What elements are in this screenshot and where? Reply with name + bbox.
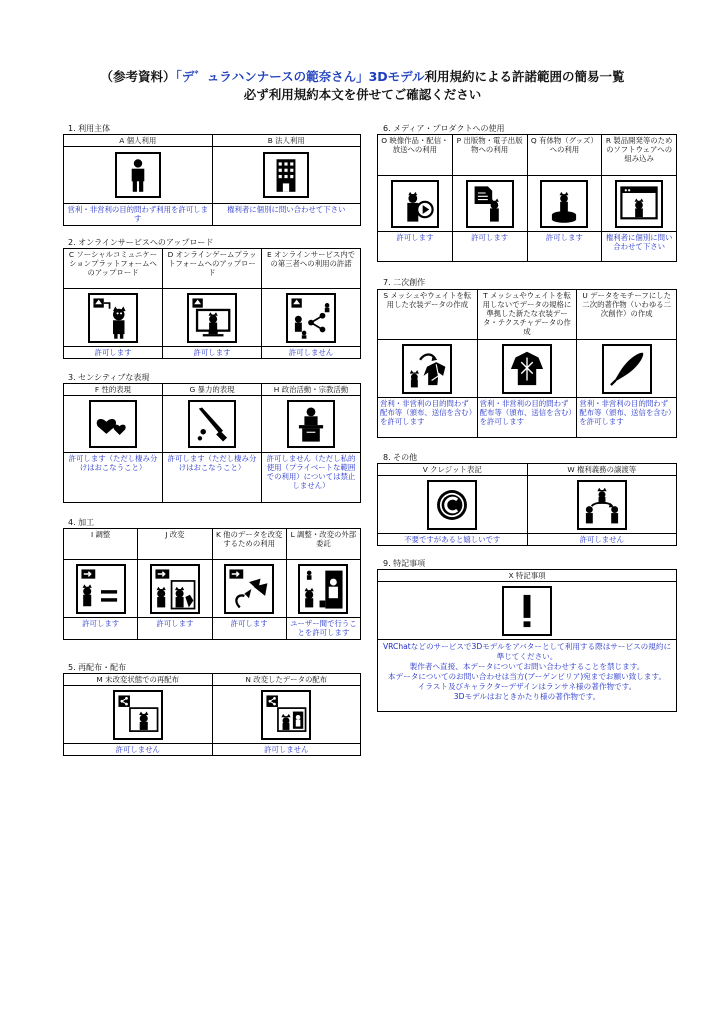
result-q: 許可します	[527, 232, 602, 262]
header-f: F 性的表現	[64, 384, 163, 396]
header-b: B 法人利用	[212, 135, 361, 147]
section-8-table	[377, 463, 677, 546]
special-note-3: 本データについてのお問い合わせは当方(ブーゲンビリア)宛までお願い致します。	[387, 672, 667, 681]
result-b: 権利者に個別に問い合わせて下さい	[212, 204, 361, 226]
costume-new-icon	[502, 344, 552, 394]
result-j: 許可します	[138, 618, 212, 640]
result-n: 許可しません	[212, 744, 361, 756]
building-icon	[263, 152, 309, 198]
pen-icon	[602, 344, 652, 394]
section-9-table	[377, 569, 677, 712]
result-l: ユーザー間で行うことを許可します	[286, 618, 360, 640]
publication-icon	[466, 180, 514, 228]
header-c: C ソーシャルコミュニケーションプラットフォームへのアップロード	[64, 249, 163, 289]
other-data-icon	[224, 564, 274, 614]
section-5-table	[63, 673, 361, 756]
header-t: T メッシュやウェイトを転用しないでデータの規格に準拠した新たな衣装データ・テクスチャデータの作成	[477, 290, 577, 340]
knife-icon	[188, 400, 236, 448]
section-4-table	[63, 528, 361, 640]
header-h: H 政治活動・宗教活動	[262, 384, 361, 396]
header-g: G 暴力的表現	[163, 384, 262, 396]
upload-game-icon	[187, 293, 237, 343]
person-icon	[115, 152, 161, 198]
upload-social-icon	[88, 293, 138, 343]
section-7-label: 7. 二次創作	[383, 278, 426, 287]
section-1-table	[63, 134, 361, 226]
header-m: M 未改変状態での再配布	[64, 674, 213, 686]
special-note-2: 製作者へ直接、本データについてお問い合わせすることを禁じます。	[409, 662, 645, 671]
software-icon	[615, 180, 663, 228]
header-q: Q 有体物（グッズ）への利用	[527, 135, 602, 176]
result-m: 許可しません	[64, 744, 213, 756]
hearts-icon	[89, 400, 137, 448]
section-2-table	[63, 248, 361, 359]
header-n: N 改変したデータの配布	[212, 674, 361, 686]
goods-icon	[540, 180, 588, 228]
result-o: 許可します	[378, 232, 453, 262]
header-a: A 個人利用	[64, 135, 213, 147]
result-p: 許可します	[452, 232, 527, 262]
outsource-icon	[298, 564, 348, 614]
page-title	[0, 68, 725, 104]
result-s: 営利・非営利の目的問わず配布等（頒布、送信を含む）を許可します	[378, 398, 478, 438]
result-r: 権利者に個別に問い合わせて下さい	[602, 232, 677, 262]
result-t: 営利・非営利の目的問わず配布等（頒布、送信を含む）を許可します	[477, 398, 577, 438]
result-c: 許可します	[64, 347, 163, 359]
header-w: W 権利義務の譲渡等	[527, 464, 677, 476]
result-a: 営利・非営利の目的問わず利用を許可します	[64, 204, 213, 226]
result-v: 不要ですがあると嬉しいです	[378, 534, 528, 546]
header-p: P 出版物・電子出版物への利用	[452, 135, 527, 176]
title-product-name: 「デ゛ュラハンナースの範奈さん」3Dモデル	[175, 69, 425, 84]
section-9-label: 9. 特記事項	[383, 559, 426, 568]
section-3-label: 3. センシティブな表現	[68, 373, 150, 382]
section-3-table	[63, 383, 361, 503]
header-l: L 調整・改変の外部委託	[286, 529, 360, 560]
special-note-5: 3Dモデルはおときかたり様の著作物です。	[453, 692, 601, 701]
header-o: O 映像作品・配信・放送への利用	[378, 135, 453, 176]
share-third-party-icon	[286, 293, 336, 343]
distribute-modified-icon	[261, 690, 311, 740]
title-prefix: （参考資料）	[100, 69, 176, 84]
section-4-label: 4. 加工	[68, 518, 95, 527]
result-d: 許可します	[163, 347, 262, 359]
title-notice: 必ず利用規約本文を併せてご確認ください	[243, 87, 482, 102]
section-1-label: 1. 利用主体	[68, 124, 111, 133]
special-note-1: VRChatなどのサービスで3Dモデルをアバターとして利用する際はサービスの規約に準じてください。	[382, 642, 672, 661]
title-suffix: 利用規約による許諾範囲の簡易一覧	[424, 69, 625, 84]
section-6-table	[377, 134, 677, 262]
special-notes	[378, 640, 677, 712]
header-x: X 特記事項	[378, 570, 677, 582]
video-icon	[391, 180, 439, 228]
special-note-4: イラスト及びキャラクターデザインはランサネ様の著作物です。	[417, 682, 637, 691]
section-2-label: 2. オンラインサービスへのアップロード	[68, 238, 214, 247]
result-e: 許可しません	[262, 347, 361, 359]
header-d: D オンラインゲームプラットフォームへのアップロード	[163, 249, 262, 289]
header-k: K 他のデータを改変するための利用	[212, 529, 286, 560]
header-u: U データをモチーフにした二次的著作物（いわゆる二次創作）の作成	[577, 290, 677, 340]
transfer-icon	[577, 480, 627, 530]
section-7-table	[377, 289, 677, 438]
costume-transfer-icon	[402, 344, 452, 394]
header-s: S メッシュやウェイトを転用した衣装データの作成	[378, 290, 478, 340]
section-6-label: 6. メディア・プロダクトへの使用	[383, 124, 505, 133]
section-5-label: 5. 再配布・配布	[68, 663, 127, 672]
copyright-icon	[427, 480, 477, 530]
header-e: E オンラインサービス内での第三者への利用の許諾	[262, 249, 361, 289]
header-r: R 製品開発等のためのソフトウェアへの組み込み	[602, 135, 677, 176]
header-j: J 改変	[138, 529, 212, 560]
result-h: 許可しません（ただし私的使用（プライベートな範囲での利用）については禁止しません）	[262, 453, 361, 503]
redistribute-icon	[113, 690, 163, 740]
modify-icon	[150, 564, 200, 614]
result-f: 許可します（ただし棲み分けはおこなうこと）	[64, 453, 163, 503]
result-w: 許可しません	[527, 534, 677, 546]
section-8-label: 8. その他	[383, 453, 418, 462]
exclamation-icon	[502, 586, 552, 636]
result-u: 営利・非営利の目的問わず配布等（頒布、送信を含む）を許可します	[577, 398, 677, 438]
adjust-icon	[76, 564, 126, 614]
header-i: I 調整	[64, 529, 138, 560]
result-k: 許可します	[212, 618, 286, 640]
podium-icon	[287, 400, 335, 448]
result-g: 許可します（ただし棲み分けはおこなうこと）	[163, 453, 262, 503]
result-i: 許可します	[64, 618, 138, 640]
header-v: V クレジット表記	[378, 464, 528, 476]
